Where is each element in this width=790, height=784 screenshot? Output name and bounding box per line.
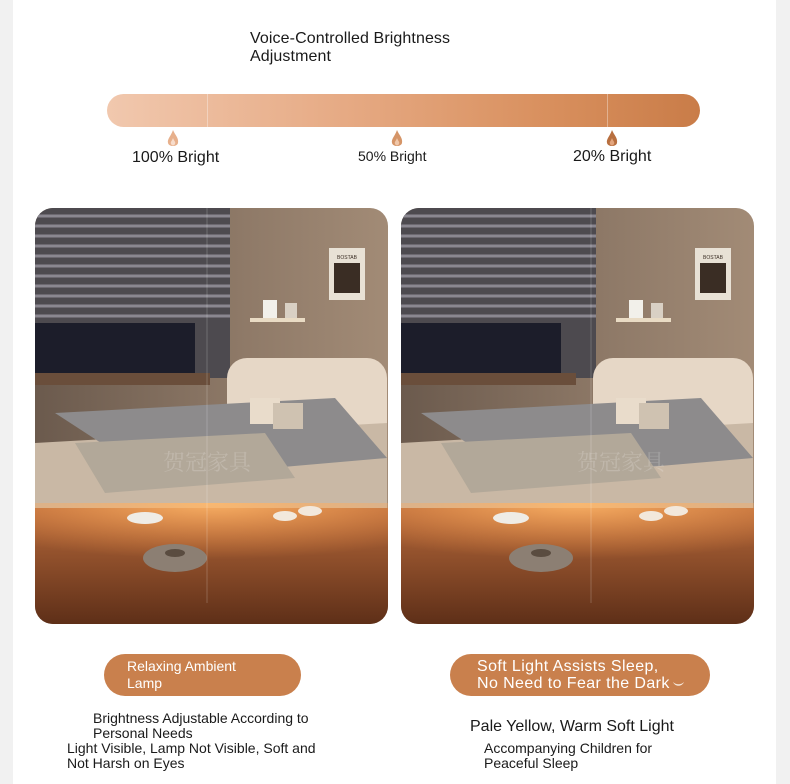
bar-divider xyxy=(607,94,608,127)
brightness-level-100: 100% Bright xyxy=(132,149,220,166)
feature-caption-right-1: Pale Yellow, Warm Soft Light xyxy=(470,718,674,735)
brightness-level-20: 20% Bright xyxy=(573,148,652,165)
feature-pill-left xyxy=(104,654,301,696)
watermark-text: 贺冠家具 xyxy=(576,451,666,476)
bar-divider xyxy=(207,94,208,127)
brightness-gradient-bar xyxy=(107,94,700,127)
product-page xyxy=(13,0,776,784)
brightness-level-50: 50% Bright xyxy=(358,148,427,164)
watermark-text: 贺冠家具 xyxy=(162,451,252,476)
flame-icon xyxy=(167,130,179,148)
moon-icon xyxy=(671,675,685,687)
feature-caption-right-2: Accompanying Children for Peaceful Sleep xyxy=(484,740,653,771)
feature-caption-left-2: Light Visible, Lamp Not Visible, Soft and Not Harsh on Eyes xyxy=(67,740,316,771)
flame-icon xyxy=(391,130,403,148)
poster-text: BOSTAB xyxy=(703,255,723,261)
feature-pill-right xyxy=(450,654,710,696)
poster-text: BOSTAB xyxy=(337,255,357,261)
flame-icon xyxy=(606,130,618,148)
section-title: Voice-Controlled Brightness Adjustment xyxy=(250,30,451,65)
feature-pill-label: Relaxing Ambient Lamp xyxy=(127,658,236,691)
feature-caption-left-1: Brightness Adjustable According to Personal Needs xyxy=(93,710,309,741)
bedroom-photo-left xyxy=(35,208,388,624)
bedroom-photo-right xyxy=(401,208,754,624)
feature-pill-label: Soft Light Assists Sleep, No Need to Fear the Dark xyxy=(477,658,670,692)
